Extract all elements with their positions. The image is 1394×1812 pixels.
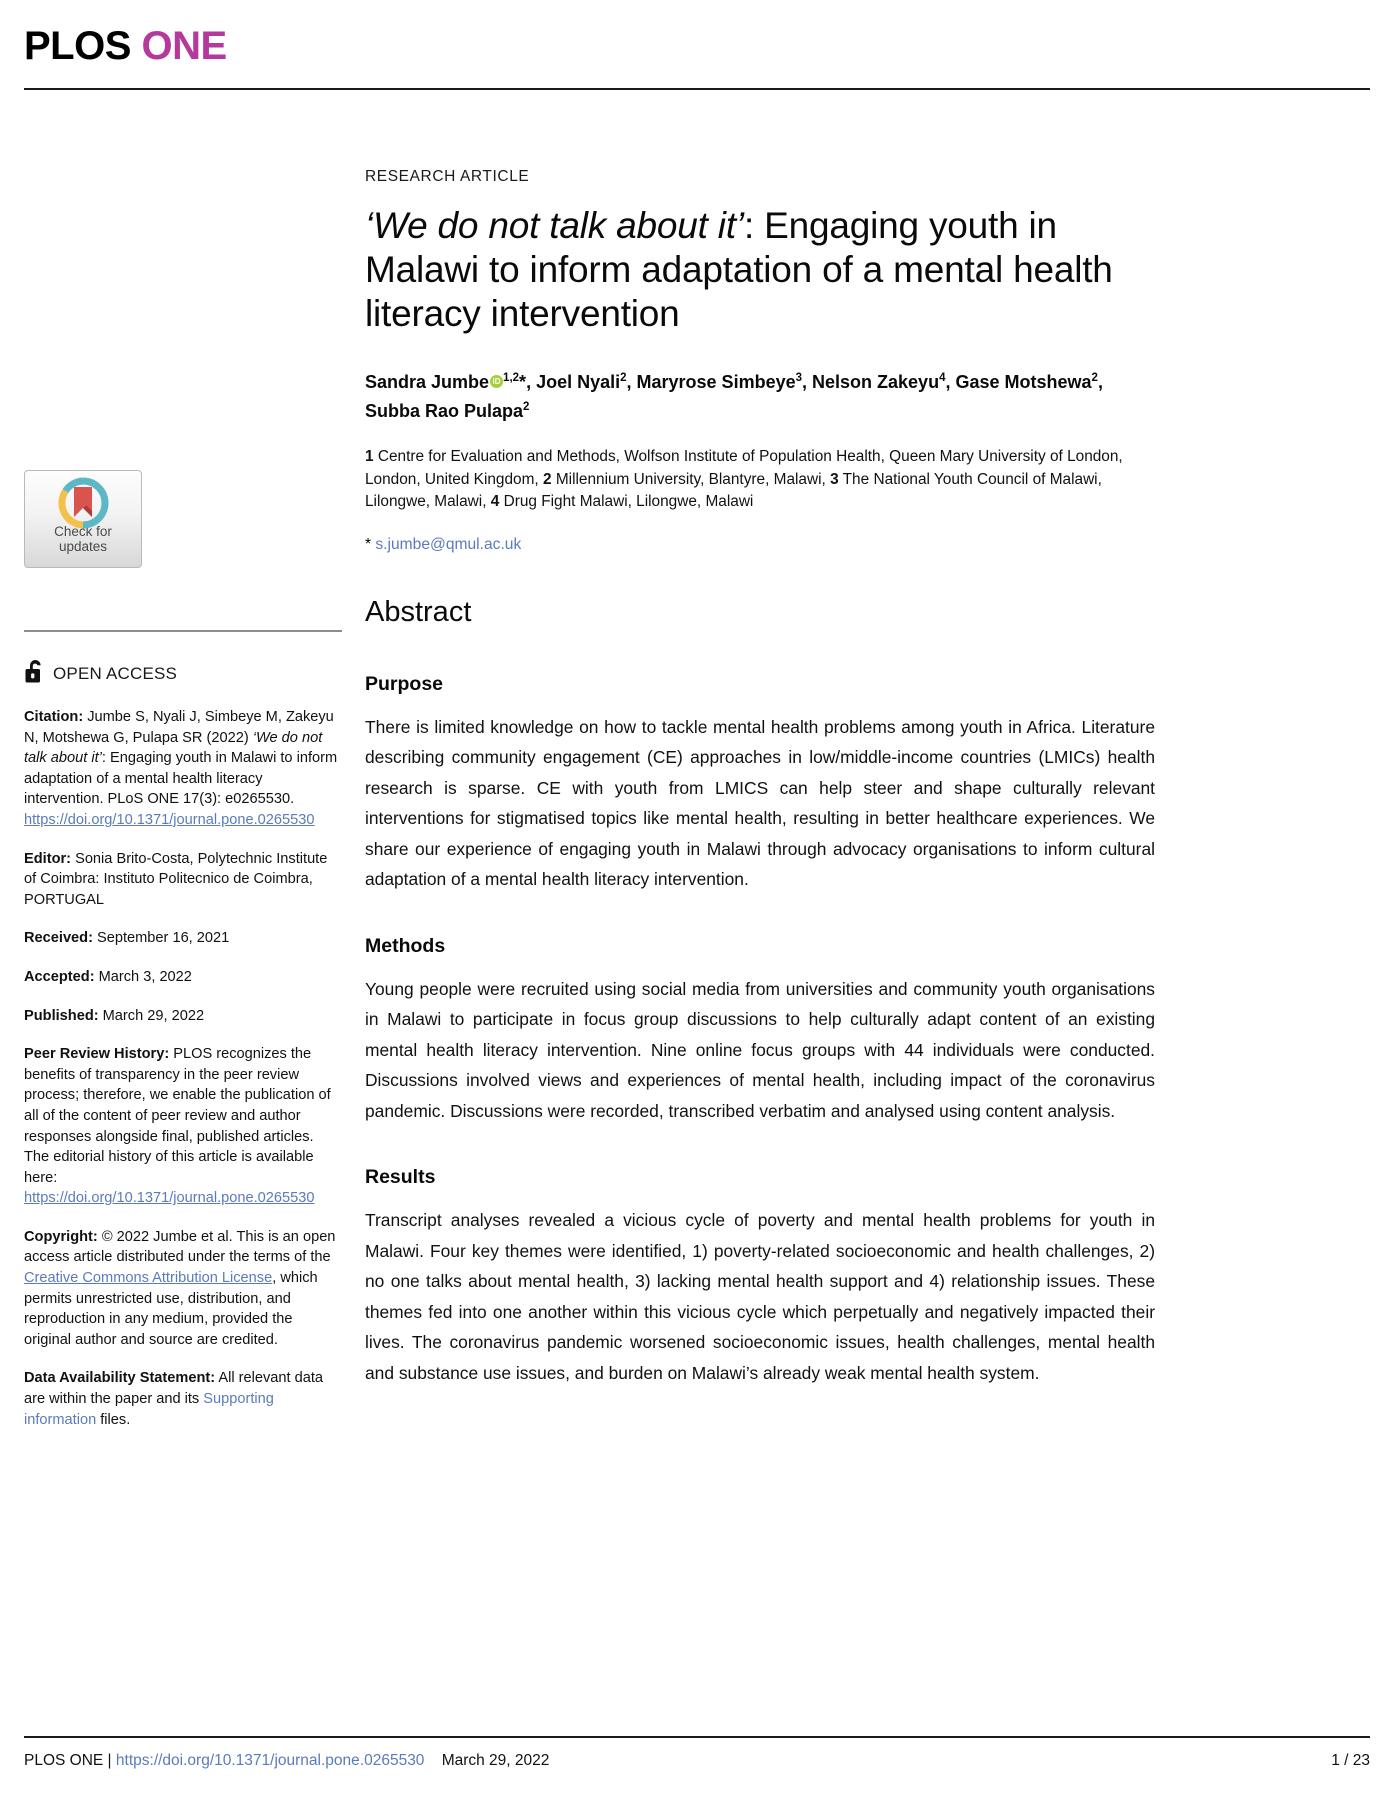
author-sup-2: 2 xyxy=(620,372,627,384)
open-access-label: OPEN ACCESS xyxy=(53,663,178,683)
published-block xyxy=(24,1006,342,1027)
author-name-1: Sandra Jumbe xyxy=(365,372,490,392)
received-label: Received: xyxy=(24,930,93,947)
footer-publication-date: March 29, 2022 xyxy=(441,1752,550,1769)
affiliations xyxy=(365,446,1155,514)
author-name-5: , Gase Motshewa xyxy=(945,372,1092,392)
footer-journal-name: PLOS ONE | xyxy=(24,1752,112,1769)
crossmark-icon xyxy=(57,477,109,529)
peer-review-label: Peer Review History: xyxy=(24,1046,170,1063)
footer-page-number: 1 / 23 xyxy=(1331,1752,1370,1769)
masthead xyxy=(0,0,1394,96)
affiliation-number-1: 1 xyxy=(365,448,374,465)
received-block xyxy=(24,928,342,949)
author-sup-6: 2 xyxy=(523,401,530,413)
article-main xyxy=(365,168,1155,1388)
peer-review-block xyxy=(24,1044,342,1209)
published-date: March 29, 2022 xyxy=(98,1007,205,1024)
citation-text-2: : Engaging youth in Malawi to inform adaptation of a mental health literacy intervention. PLoS ONE 17(3): e0265530. xyxy=(24,750,338,808)
citation-label: Citation: xyxy=(24,709,84,725)
article-type-kicker: RESEARCH ARTICLE xyxy=(365,168,530,185)
data-availability-text-1: All relevant data are within the paper and its xyxy=(24,1370,324,1408)
editor-text: Sonia Brito-Costa, Polytechnic Institute of Coimbra: Instituto Politecnico de Coimbra, PORTUGAL xyxy=(24,850,328,908)
author-list xyxy=(365,366,1155,424)
citation-text-1: Jumbe S, Nyali J, Simbeye M, Zakeyu N, Motshewa G, Pulapa SR (2022) xyxy=(24,709,334,746)
article-sidebar xyxy=(24,470,342,1430)
title-remainder: : Engaging youth in Malawi to inform adaptation of a mental health literacy intervention xyxy=(365,205,1113,334)
masthead-divider xyxy=(24,88,1370,90)
page-footer xyxy=(24,1752,1370,1770)
accepted-block xyxy=(24,967,342,988)
crossmark-badge[interactable] xyxy=(24,470,142,568)
affiliation-text-1: Centre for Evaluation and Methods, Wolfson Institute of Population Health, Queen Mary University of London, London, United Kingdom, xyxy=(365,448,1123,488)
editor-block xyxy=(24,849,342,911)
footer-divider xyxy=(24,1736,1370,1738)
published-label: Published: xyxy=(24,1007,99,1024)
section-body-methods: Young people were recruited using social media from universities and community youth organisations in Malawi to participate in focus group discussions to help culturally adapt content of an existing mental health literacy intervention. Nine online focus groups with 44 individuals were conducted. Discussions involved views and experiences of mental health, including impact of the coronavirus pandemic. Discussions were recorded, transcribed verbatim and analysed using content analysis. xyxy=(365,978,1155,1121)
crossmark-label-line2: updates xyxy=(58,538,108,554)
author-name-2: , Joel Nyali xyxy=(526,372,621,392)
open-access-row xyxy=(24,658,342,689)
copyright-block xyxy=(24,1227,342,1351)
affiliation-text-4: Drug Fight Malawi, Lilongwe, Malawi xyxy=(499,493,754,510)
orcid-icon[interactable] xyxy=(490,375,503,388)
received-date: September 16, 2021 xyxy=(92,930,230,947)
citation-title-italic: ‘We do not talk about it’ xyxy=(24,729,323,767)
affiliation-number-2: 2 xyxy=(542,470,552,488)
crossmark-label xyxy=(54,525,112,554)
author-name-6: , Subba Rao Pulapa xyxy=(365,372,1103,421)
corresponding-star: * xyxy=(519,372,527,392)
creative-commons-link[interactable]: Creative Commons Attribution License xyxy=(24,1270,273,1287)
open-lock-icon xyxy=(24,658,46,689)
data-availability-label: Data Availability Statement: xyxy=(24,1370,216,1387)
peer-review-doi-link[interactable]: https://doi.org/10.1371/journal.pone.0265530 xyxy=(24,1190,315,1207)
affiliation-text-2: Millennium University, Blantyre, Malawi, xyxy=(551,470,831,488)
editor-label: Editor: xyxy=(24,850,72,867)
section-heading-purpose: Purpose xyxy=(365,672,444,695)
author-sup-1: 1,2 xyxy=(503,372,520,384)
citation-block xyxy=(24,707,342,831)
logo-plos-text: PLOS xyxy=(24,24,131,68)
author-name-4: , Nelson Zakeyu xyxy=(802,372,940,392)
crossmark-label-line1: Check for xyxy=(54,524,112,539)
author-sup-4: 4 xyxy=(939,372,946,384)
corresponding-email-link[interactable]: s.jumbe@qmul.ac.uk xyxy=(375,535,522,553)
author-sup-5: 2 xyxy=(1091,372,1098,384)
section-body-results: Transcript analyses revealed a vicious cycle of poverty and mental health problems for youth in Malawi. Four key themes were identified, 1) poverty-related socioeconomic and health challenges, 2) no one talks about mental health, 3) lacking mental health support and 4) relationship issues. These themes fed into one another within this vicious cycle which perpetually and negatively impacted their lives. The coronavirus pandemic worsened socioeconomic issues, health challenges, mental health and substance use issues, and burden on Malawi’s already weak mental health system. xyxy=(365,1210,1155,1383)
data-availability-text-2: files. xyxy=(96,1411,131,1428)
data-availability-block xyxy=(24,1368,342,1430)
copyright-text-1: © 2022 Jumbe et al. This is an open access article distributed under the terms of the xyxy=(24,1228,336,1266)
affiliation-number-4: 4 xyxy=(490,493,500,510)
supporting-information-link[interactable]: Supporting information xyxy=(24,1391,274,1428)
corresponding-author-row xyxy=(365,534,1155,556)
title-quoted-italic: ‘We do not talk about it’ xyxy=(365,205,744,246)
sidebar-divider xyxy=(24,630,342,632)
affiliation-text-3: The National Youth Council of Malawi, Lilongwe, Malawi, xyxy=(365,470,1102,510)
accepted-date: March 3, 2022 xyxy=(94,968,192,985)
page-title xyxy=(365,204,1155,336)
section-body-purpose: There is limited knowledge on how to tackle mental health problems among youth in Africa. Literature describing community engagement (CE) approaches in low/middle-income countries (LMICs) health research is sparse. CE with youth from LMICS can help steer and shape culturally relevant interventions for stigmatised topics like mental health, resulting in better healthcare experiences. We share our experience of engaging youth in Malawi through advocacy organisations to inform cultural adaptation of a mental health literacy intervention. xyxy=(365,716,1155,889)
affiliation-number-3: 3 xyxy=(830,470,839,488)
author-sup-3: 3 xyxy=(795,372,803,384)
copyright-text-2: , which permits unrestricted use, distribution, and reproduction in any medium, provided the original author and source are credited. xyxy=(24,1270,318,1348)
citation-doi-link[interactable]: https://doi.org/10.1371/journal.pone.0265530 xyxy=(24,811,315,828)
peer-review-text: PLOS recognizes the benefits of transparency in the peer review process; therefore, we enable the publication of all of the content of peer review and author responses alongside final, published articles. The editorial history of this article is available here: xyxy=(24,1046,331,1186)
copyright-label: Copyright: xyxy=(24,1228,98,1245)
author-name-3: , Maryrose Simbeye xyxy=(626,372,796,392)
footer-doi-link[interactable]: https://doi.org/10.1371/journal.pone.0265530 xyxy=(115,1752,425,1769)
abstract-heading: Abstract xyxy=(365,595,472,628)
accepted-label: Accepted: xyxy=(24,968,95,985)
footer-left-group xyxy=(24,1752,549,1770)
corresponding-asterisk: * xyxy=(365,535,376,553)
section-heading-methods: Methods xyxy=(365,934,446,957)
section-heading-results: Results xyxy=(365,1166,436,1188)
logo-one-text: ONE xyxy=(141,24,227,68)
plos-one-logo xyxy=(24,26,227,66)
